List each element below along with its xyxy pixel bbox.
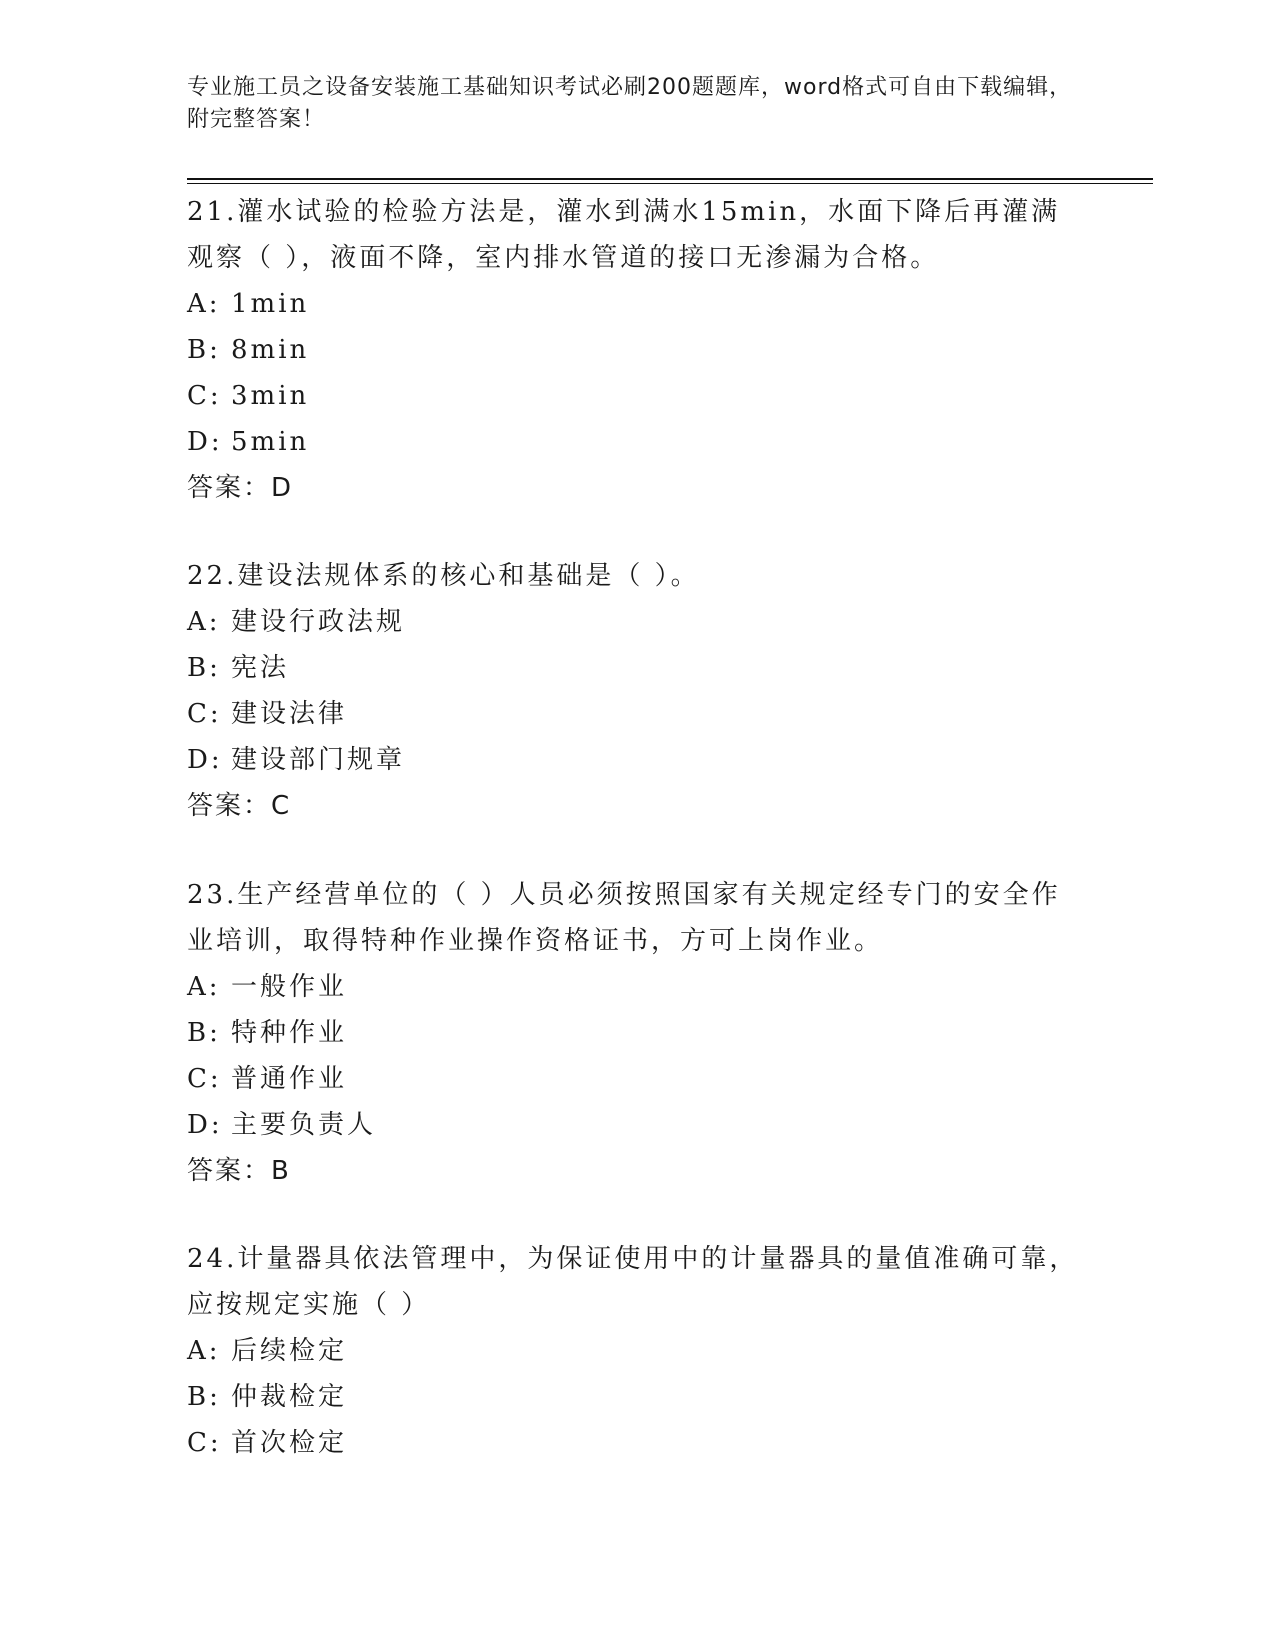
option-text: 宪法 xyxy=(231,653,290,683)
option-letter: A: xyxy=(187,1336,221,1366)
option-text: 主要负责人 xyxy=(231,1110,377,1140)
option-text: 建设行政法规 xyxy=(231,607,406,637)
option-text: 特种作业 xyxy=(231,1018,348,1048)
option-a xyxy=(187,1328,1087,1374)
option-letter: B: xyxy=(187,335,221,365)
option-c xyxy=(187,373,1087,419)
question-24 xyxy=(187,1236,1087,1466)
question-23 xyxy=(187,872,1087,1194)
option-letter: C: xyxy=(187,699,222,729)
question-stem: 22.建设法规体系的核心和基础是（ ）。 xyxy=(187,561,700,591)
option-text: 3min xyxy=(231,381,310,411)
option-c xyxy=(187,1420,1087,1466)
option-text: 仲裁检定 xyxy=(231,1382,348,1412)
option-b xyxy=(187,1010,1087,1056)
document-header: 专业施工员之设备安装施工基础知识考试必刷200题题库，word格式可自由下载编辑，附完整答案！ xyxy=(187,75,1073,132)
option-letter: B: xyxy=(187,653,221,683)
option-b xyxy=(187,327,1087,373)
option-letter: A: xyxy=(187,607,221,637)
header-divider xyxy=(187,178,1153,180)
option-b xyxy=(187,1374,1087,1420)
option-b xyxy=(187,645,1087,691)
option-a xyxy=(187,599,1087,645)
option-letter: A: xyxy=(187,289,221,319)
option-text: 8min xyxy=(231,335,310,365)
question-stem: 24.计量器具依法管理中，为保证使用中的计量器具的量值准确可靠，应按规定实施（ ） xyxy=(187,1244,1079,1320)
option-c xyxy=(187,691,1087,737)
option-c xyxy=(187,1056,1087,1102)
option-text: 一般作业 xyxy=(231,972,348,1002)
answer-line: 答案：C xyxy=(187,791,292,821)
question-stem: 23.生产经营单位的（ ）人员必须按照国家有关规定经专门的安全作业培训，取得特种作业操作资格证书，方可上岗作业。 xyxy=(187,880,1061,956)
question-22 xyxy=(187,553,1087,829)
option-text: 5min xyxy=(231,427,310,457)
option-letter: A: xyxy=(187,972,221,1002)
option-letter: D: xyxy=(187,427,223,457)
option-text: 1min xyxy=(231,289,310,319)
answer-line: 答案：D xyxy=(187,473,294,503)
option-text: 首次检定 xyxy=(231,1428,348,1458)
option-letter: D: xyxy=(187,1110,223,1140)
option-text: 建设部门规章 xyxy=(231,745,406,775)
question-stem: 21.灌水试验的检验方法是，灌水到满水15min，水面下降后再灌满观察（ ），液面不降，室内排水管道的接口无渗漏为合格。 xyxy=(187,197,1061,273)
option-letter: B: xyxy=(187,1018,221,1048)
option-d xyxy=(187,737,1087,783)
answer-line: 答案：B xyxy=(187,1156,291,1186)
option-d xyxy=(187,1102,1087,1148)
option-text: 后续检定 xyxy=(231,1336,348,1366)
option-a xyxy=(187,964,1087,1010)
header-divider-thin xyxy=(187,183,1153,184)
option-letter: C: xyxy=(187,1428,222,1458)
option-d xyxy=(187,419,1087,465)
option-letter: C: xyxy=(187,1064,222,1094)
option-text: 普通作业 xyxy=(231,1064,348,1094)
option-letter: C: xyxy=(187,381,222,411)
option-letter: D: xyxy=(187,745,223,775)
question-21 xyxy=(187,189,1087,511)
option-letter: B: xyxy=(187,1382,221,1412)
option-a xyxy=(187,281,1087,327)
option-text: 建设法律 xyxy=(231,699,348,729)
